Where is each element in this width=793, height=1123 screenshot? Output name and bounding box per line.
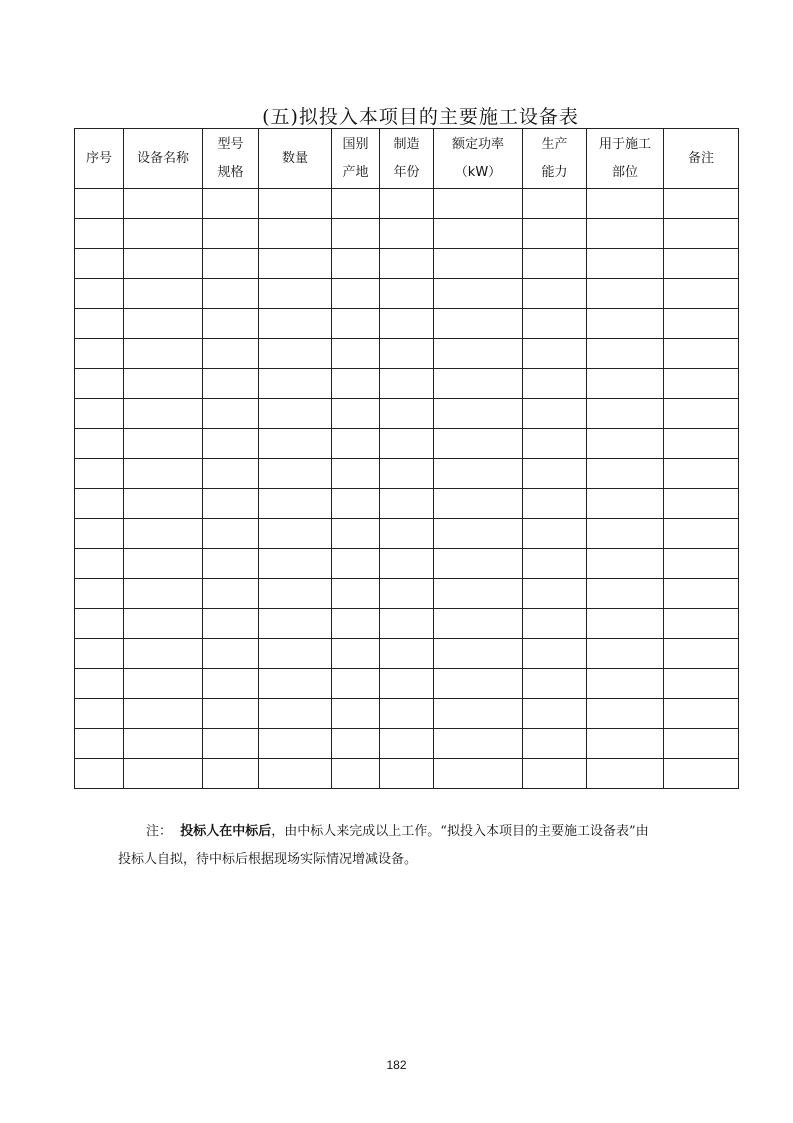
table-cell [259,429,332,459]
table-row [75,339,739,369]
column-header-label: 国别 [342,136,369,152]
table-cell [434,609,523,639]
column-header [124,129,203,189]
table-cell [587,519,664,549]
table-cell [434,279,523,309]
table-cell [523,729,587,759]
table-cell [203,639,259,669]
table-cell [523,549,587,579]
table-cell [587,639,664,669]
table-cell [380,219,434,249]
table-cell [664,339,739,369]
column-header [380,129,434,189]
table-cell [124,549,203,579]
table-cell [124,489,203,519]
table-cell [523,369,587,399]
table-cell [523,639,587,669]
table-cell [332,579,380,609]
table-cell [380,549,434,579]
table-cell [124,519,203,549]
table-row [75,369,739,399]
table-cell [380,609,434,639]
table-cell [124,219,203,249]
table-cell [664,699,739,729]
table-cell [664,399,739,429]
table-cell [124,249,203,279]
table-cell [75,399,124,429]
table-cell [664,309,739,339]
table-cell [332,219,380,249]
table-cell [523,339,587,369]
page-title: (五)拟投入本项目的主要施工设备表 [262,106,579,128]
table-cell [523,309,587,339]
table-cell [203,399,259,429]
table-cell [259,609,332,639]
column-header-label: 序号 [85,150,112,166]
column-header-label: 产地 [342,164,369,180]
table-cell [332,639,380,669]
table-cell [587,489,664,519]
note [118,818,708,874]
table-cell [523,489,587,519]
table-cell [259,249,332,279]
column-header-label: 数量 [281,150,308,166]
column-header [434,129,523,189]
table-cell [259,669,332,699]
table-cell [332,459,380,489]
table-cell [75,459,124,489]
table-cell [380,699,434,729]
table-row [75,489,739,519]
table-cell [259,189,332,219]
table-cell [664,219,739,249]
table-cell [203,429,259,459]
table-cell [587,459,664,489]
table-cell [332,309,380,339]
table-cell [332,249,380,279]
table-cell [434,579,523,609]
table-cell [332,399,380,429]
table-cell [259,279,332,309]
table-cell [75,489,124,519]
table-cell [124,189,203,219]
table-cell [380,309,434,339]
table-cell [434,639,523,669]
table-cell [380,249,434,279]
table-cell [332,339,380,369]
table-cell [332,669,380,699]
table-cell [75,729,124,759]
column-header [664,129,739,189]
table-cell [124,639,203,669]
table-cell [523,279,587,309]
table-row [75,279,739,309]
table-row [75,519,739,549]
table-cell [434,399,523,429]
table-cell [664,639,739,669]
table-cell [587,549,664,579]
table-cell [587,369,664,399]
table-cell [332,549,380,579]
table-cell [380,339,434,369]
table-cell [332,429,380,459]
table-cell [75,309,124,339]
note-line-1 [118,818,708,846]
table-cell [124,609,203,639]
table-cell [587,399,664,429]
column-header-label: （kW） [454,164,502,180]
table-cell [434,549,523,579]
table-cell [332,189,380,219]
table-cell [523,699,587,729]
table-row [75,459,739,489]
table-cell [203,579,259,609]
table-cell [203,729,259,759]
table-cell [587,309,664,339]
table-cell [75,249,124,279]
table-cell [75,219,124,249]
table-cell [75,579,124,609]
table-cell [75,519,124,549]
table-row [75,669,739,699]
table-cell [203,369,259,399]
table-cell [332,729,380,759]
column-header-label: 生产 [541,136,568,152]
column-header-label: 设备名称 [136,150,189,166]
table-cell [259,579,332,609]
table-cell [124,279,203,309]
table-row [75,759,739,789]
table-cell [434,369,523,399]
table-cell [380,189,434,219]
table-cell [203,189,259,219]
table-cell [380,429,434,459]
table-cell [203,699,259,729]
column-header-label: 部位 [611,164,638,180]
table-cell [203,519,259,549]
table-cell [380,519,434,549]
table-row [75,639,739,669]
table-cell [523,519,587,549]
table-cell [75,369,124,399]
table-row [75,249,739,279]
table-cell [203,669,259,699]
table-cell [259,729,332,759]
table-cell [380,579,434,609]
table-cell [75,699,124,729]
table-cell [259,309,332,339]
column-header [523,129,587,189]
table-cell [203,249,259,279]
table-cell [203,489,259,519]
table-cell [523,609,587,639]
table-cell [75,639,124,669]
table-cell [259,519,332,549]
table-cell [380,399,434,429]
table-cell [434,309,523,339]
table-cell [380,459,434,489]
table-cell [587,699,664,729]
table-row [75,399,739,429]
table-cell [523,219,587,249]
table-cell [124,399,203,429]
table-cell [434,489,523,519]
table-cell [664,519,739,549]
table-cell [75,549,124,579]
table-cell [203,549,259,579]
table-cell [380,369,434,399]
table-cell [587,249,664,279]
table-cell [203,609,259,639]
table-cell [124,339,203,369]
table-cell [203,279,259,309]
column-header-label: 制造 [393,136,420,152]
table-cell [664,189,739,219]
table-cell [332,489,380,519]
table-cell [203,219,259,249]
table-header [75,129,739,189]
table-row [75,189,739,219]
table-cell [332,759,380,789]
table-cell [587,579,664,609]
table-cell [75,279,124,309]
table-cell [380,489,434,519]
table-row [75,429,739,459]
table-cell [523,249,587,279]
table-cell [124,729,203,759]
table-cell [664,579,739,609]
table-cell [523,759,587,789]
table-cell [664,249,739,279]
table-cell [380,759,434,789]
table-cell [332,279,380,309]
table-cell [664,459,739,489]
table-row [75,309,739,339]
table-cell [587,279,664,309]
table-cell [523,189,587,219]
table-cell [124,309,203,339]
table-cell [332,699,380,729]
column-header-label: 用于施工 [598,136,651,152]
table-cell [124,369,203,399]
table-cell [664,429,739,459]
table-cell [664,549,739,579]
table-cell [434,249,523,279]
page-number: 182 [386,1058,407,1072]
column-header-label: 型号 [217,136,244,152]
table-cell [259,639,332,669]
table-cell [664,729,739,759]
column-header [75,129,124,189]
table-row [75,699,739,729]
table-body [75,189,739,789]
table-cell [203,309,259,339]
table-cell [75,429,124,459]
note-prefix: 注： [146,824,173,839]
table-cell [380,279,434,309]
table-cell [75,669,124,699]
column-header-label: 年份 [393,164,420,180]
note-bold-text: 投标人在中标后 [180,824,272,839]
table-cell [75,339,124,369]
table-cell [664,489,739,519]
table-cell [259,369,332,399]
table-cell [75,759,124,789]
table-cell [434,729,523,759]
header-row [75,129,739,189]
table-cell [523,429,587,459]
table-cell [259,339,332,369]
table-cell [523,399,587,429]
table-cell [75,189,124,219]
table-cell [380,669,434,699]
table-cell [380,729,434,759]
table-cell [124,459,203,489]
table-cell [664,759,739,789]
column-header-label: 能力 [541,164,568,180]
table-cell [587,219,664,249]
table-cell [434,669,523,699]
table-cell [434,699,523,729]
table-cell [587,189,664,219]
column-header-label: 备注 [687,150,714,166]
column-header [332,129,380,189]
column-header [203,129,259,189]
table-row [75,729,739,759]
equipment-table [74,128,739,789]
column-header-label: 额定功率 [451,136,504,152]
table-cell [124,429,203,459]
table-cell [259,489,332,519]
table-cell [124,669,203,699]
table-cell [523,669,587,699]
table-cell [523,459,587,489]
table-cell [434,459,523,489]
table-cell [259,399,332,429]
table-cell [587,669,664,699]
table-cell [587,429,664,459]
column-header-label: 规格 [217,164,244,180]
note-text: ，由中标人来完成以上工作。“拟投入本项目的主要施工设备表”由 [271,824,649,839]
table-cell [124,699,203,729]
table-row [75,579,739,609]
table-cell [332,369,380,399]
column-header [587,129,664,189]
table-cell [587,339,664,369]
table-cell [434,189,523,219]
table-cell [434,339,523,369]
table-cell [523,579,587,609]
table-cell [664,609,739,639]
table-cell [124,759,203,789]
table-cell [587,729,664,759]
table-cell [664,669,739,699]
table-cell [434,519,523,549]
table-cell [259,459,332,489]
table-cell [203,459,259,489]
note-line-2: 投标人自拟，待中标后根据现场实际情况增减设备。 [118,852,418,867]
column-header [259,129,332,189]
table-cell [434,219,523,249]
table-row [75,549,739,579]
table-cell [664,279,739,309]
table-cell [587,759,664,789]
table-cell [203,759,259,789]
table-cell [259,219,332,249]
table-cell [203,339,259,369]
table-cell [259,699,332,729]
table-cell [664,369,739,399]
table-cell [259,759,332,789]
table-cell [124,579,203,609]
table-cell [434,429,523,459]
table-cell [259,549,332,579]
table-cell [587,609,664,639]
table-cell [75,609,124,639]
table-row [75,219,739,249]
table-cell [380,639,434,669]
table-cell [332,519,380,549]
table-row [75,609,739,639]
table-cell [434,759,523,789]
table-cell [332,609,380,639]
